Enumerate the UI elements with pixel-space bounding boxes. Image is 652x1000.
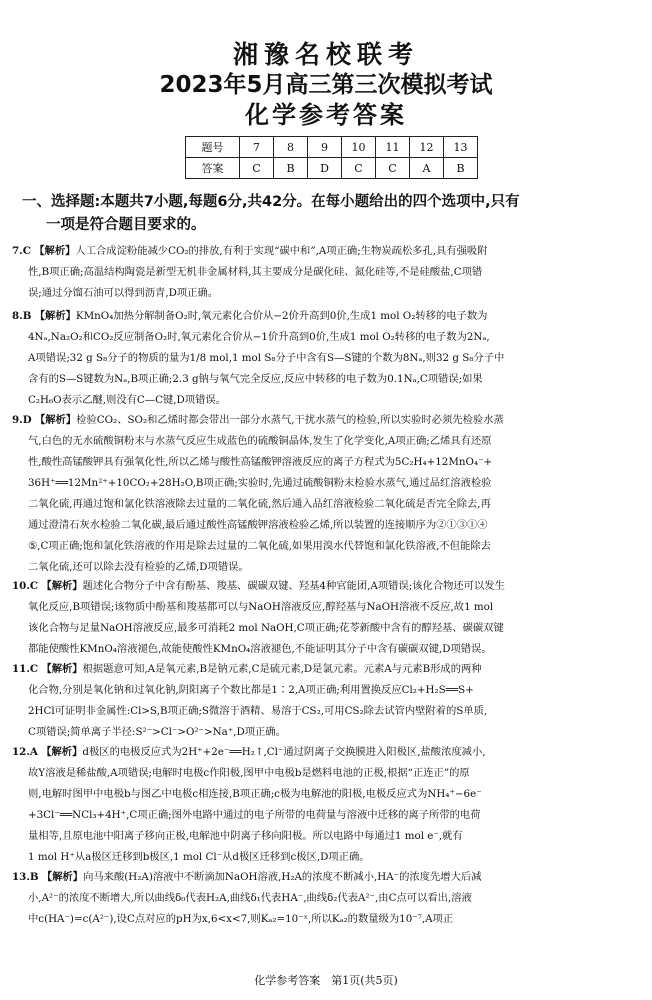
analysis-text: 二氧化硫,还可以除去没有检验的乙烯,D项错误。 [28,561,249,573]
exam-union-title: 湘豫名校联考 [232,40,419,69]
answer-row [186,158,478,179]
question-10 [12,576,640,660]
analysis-text: 小,A²⁻的浓度不断增大,所以曲线δ₀代表H₂A,曲线δ₁代表HA⁻,曲线δ₂代表A²⁻,由C点可以看出,溶液 [28,892,472,904]
analysis-text: 人工合成淀粉能减少CO₂的排放,有利于实现“碳中和”,A项正确;生物炭疏松多孔,具有强吸附 [75,245,488,257]
question-number: 10. [12,580,30,592]
section-heading-line: 一项是符合题目要求的。 [46,217,206,233]
answer-cell: D [308,158,342,179]
analysis-tag: 【解析】 [41,746,83,758]
answer-cell: B [274,158,308,179]
answer-cell: A [410,158,444,179]
section-heading-line: 一、选择题:本题共7小题,每题6分,共42分。在每小题给出的四个选项中,只有 [22,194,520,210]
answer-key-title: 化学参考答案 [245,101,407,129]
question-answer: D [22,414,32,426]
analysis-text: 含有的S—S键数为Nₐ,B项正确;2.3 g钠与氧气完全反应,反应中转移的电子数为0.1Nₐ,C项错误;如果 [28,373,483,385]
analysis-text: 故Y溶液是稀盐酸,A项错误;电解时电极c作阳极,图甲中电极b是燃料电池的正极,根据“正连正”的原 [28,767,470,779]
analysis-text: 则,电解时图甲中电极b与图乙中电极c相连接,B项正确;c极为电解池的阳极,电极反应式为NH₄⁺−6e⁻ [28,788,482,800]
question-line [12,241,640,262]
analysis-text: 二氧化硫,再通过饱和氯化铁溶液除去过量的二氧化硫,然后通入品红溶液检验二氧化硫是否完全除去,再 [28,498,491,510]
question-number: 13. [12,871,30,883]
question-answer: C [22,245,31,257]
analysis-text: 题述化合物分子中含有酚基、羧基、碳碳双键、羟基4种官能团,A项错误;该化合物还可以发生 [82,580,505,592]
question-answer: B [22,310,32,322]
analysis-tag: 【解析】 [34,310,76,322]
question-7 [12,241,640,304]
section-heading [22,191,642,237]
answer-cell: C [376,158,410,179]
analysis-text: 通过澄清石灰水检验二氧化碳,最后通过酸性高锰酸钾溶液检验乙烯,所以装置的连接顺序为②①③①④ [28,519,488,531]
question-13 [12,867,640,930]
answer-header-cell: 答案 [186,158,240,179]
question-number-cell: 8 [274,137,308,158]
analysis-text: 检验CO₂、SO₂和乙烯时都会带出一部分水蒸气,干扰水蒸气的检验,所以实验时必须先检验水蒸 [76,414,504,426]
answer-table [185,136,478,179]
question-line [12,659,640,680]
page-footer: 化学参考答案 第1页(共5页) [254,974,398,987]
question-answer: C [29,663,39,675]
answer-cell: B [444,158,478,179]
question-answer: A [29,746,38,758]
question-number-cell: 9 [308,137,342,158]
question-number-cell: 11 [376,137,410,158]
analysis-text: 都能使酸性KMnO₄溶液褪色,故能使酸性KMnO₄溶液褪色,不能证明其分子中含有碳碳双键,D项错误。 [28,643,492,655]
question-number-cell: 13 [444,137,478,158]
analysis-text: d极区的电极反应式为2H⁺+2e⁻══H₂↑,Cl⁻通过阴离子交换膜进入阳极区,盐酸浓度减小, [82,746,486,758]
question-number-cell: 10 [342,137,376,158]
question-number-row [186,137,478,158]
answer-cell: C [240,158,274,179]
analysis-text: C₂H₆O表示乙醚,则没有C—C键,D项错误。 [28,394,226,406]
question-answer: B [29,871,39,883]
question-line [12,410,640,431]
analysis-text: 2HCl可证明非金属性:Cl>S,B项正确;S微溶于酒精、易溶于CS₂,可用CS₂除去试管内壁附着的S单质, [28,705,488,717]
question-number: 7. [12,245,23,257]
analysis-text: 该化合物与足量NaOH溶液反应,最多可消耗2 mol NaOH,C项正确;花苓新酸中含有的醇羟基、碳碳双键 [28,622,504,634]
question-line [12,867,640,888]
analysis-text: KMnO₄加热分解制备O₂时,氧元素化合价从−2价升高到0价,生成1 mol O₂转移的电子数为 [75,310,488,322]
analysis-tag: 【解析】 [41,871,84,883]
analysis-text: 性,酸性高锰酸钾具有强氧化性,所以乙烯与酸性高锰酸钾溶液反应的离子方程式为5C₂H₄+12MnO₄⁻+ [28,456,493,468]
question-line [12,306,640,327]
question-11 [12,659,640,743]
analysis-text: 误;通过分馏石油可以得到沥青,D项正确。 [28,287,219,299]
exam-name-title: 2023年5月高三第三次模拟考试 [159,72,493,98]
question-number: 11. [12,663,30,675]
analysis-text: 化合物,分别是氧化钠和过氧化钠,阴阳离子个数比都是1∶2,A项正确;利用置换反应Cl₂+H₂S══S+ [28,684,474,696]
analysis-text: 氧化反应,B项错误;该物质中酚基和羧基都可以与NaOH溶液反应,醇羟基与NaOH溶液不反应,故1 mol [28,601,494,613]
question-number: 8. [12,310,23,322]
analysis-text: 根据题意可知,A是氧元素,B是钠元素,C是硫元素,D是氯元素。元素A与元素B形成的两种 [82,663,482,675]
analysis-tag: 【解析】 [41,580,83,592]
question-12 [12,742,640,868]
analysis-text: C项错误;简单离子半径:S²⁻>Cl⁻>O²⁻>Na⁺,D项正确。 [28,726,286,738]
analysis-text: A项错误;32 g S₈分子的物质的量为1/8 mol,1 mol S₈分子中含有S—S键的个数为8Nₐ,则32 g S₈分子中 [28,352,505,364]
question-number: 9. [12,414,23,426]
analysis-text: 向马来酸(H₂A)溶液中不断滴加NaOH溶液,H₂A的浓度不断减小,HA⁻的浓度先增大后减 [83,871,482,883]
answer-cell: C [342,158,376,179]
question-number-cell: 12 [410,137,444,158]
question-number: 12. [12,746,30,758]
analysis-text: 36H⁺══12Mn²⁺+10CO₂+28H₂O,B项正确;实验时,先通过硫酸铜粉末检验水蒸气,通过品红溶液检验 [28,477,492,489]
question-answer: C [29,580,39,592]
analysis-tag: 【解析】 [34,414,77,426]
analysis-text: 性,B项正确;高温结构陶瓷是新型无机非金属材料,其主要成分是碳化硅、氮化硅等,不是硅酸盐,C项错 [28,266,483,278]
question-8 [12,306,640,411]
analysis-tag: 【解析】 [34,245,76,257]
row-header-cell: 题号 [186,137,240,158]
question-line [12,576,640,597]
analysis-text: 4Nₐ,Na₂O₂和CO₂反应制备O₂时,氧元素化合价从−1价升高到0价,生成1 mol O₂转移的电子数为2Nₐ, [28,331,490,343]
analysis-text: 气,白色的无水硫酸铜粉末与水蒸气反应生成蓝色的硫酸铜晶体,发生了化学变化,A项正确;乙烯具有还原 [28,435,492,447]
analysis-tag: 【解析】 [41,663,83,675]
analysis-text: +3Cl⁻══NCl₃+4H⁺,C项正确;图外电路中通过的电子所带的电荷量与溶液中迁移的离子所带的电荷 [28,809,481,821]
question-line [12,742,640,763]
question-9 [12,410,640,578]
question-number-cell: 7 [240,137,274,158]
analysis-text: 1 mol H⁺从a极区迁移到b极区,1 mol Cl⁻从d极区迁移到c极区,D项正确。 [28,851,370,863]
analysis-text: ⑤,C项正确;饱和氯化铁溶液的作用是除去过量的二氧化硫,如果用溴水代替饱和氯化铁溶液,不但能除去 [28,540,491,552]
analysis-text: 量相等,且原电池中阳离子移向正极,电解池中阴离子移向阳极。所以电路中每通过1 mol e⁻,就有 [28,830,463,842]
analysis-text: 中c(HA⁻)=c(A²⁻),设C点对应的pH为x,6<x<7,则Kₐ₂=10⁻ˣ,所以Kₐ₂的数量级为10⁻⁷,A项正 [28,913,454,925]
title-block [0,40,652,130]
